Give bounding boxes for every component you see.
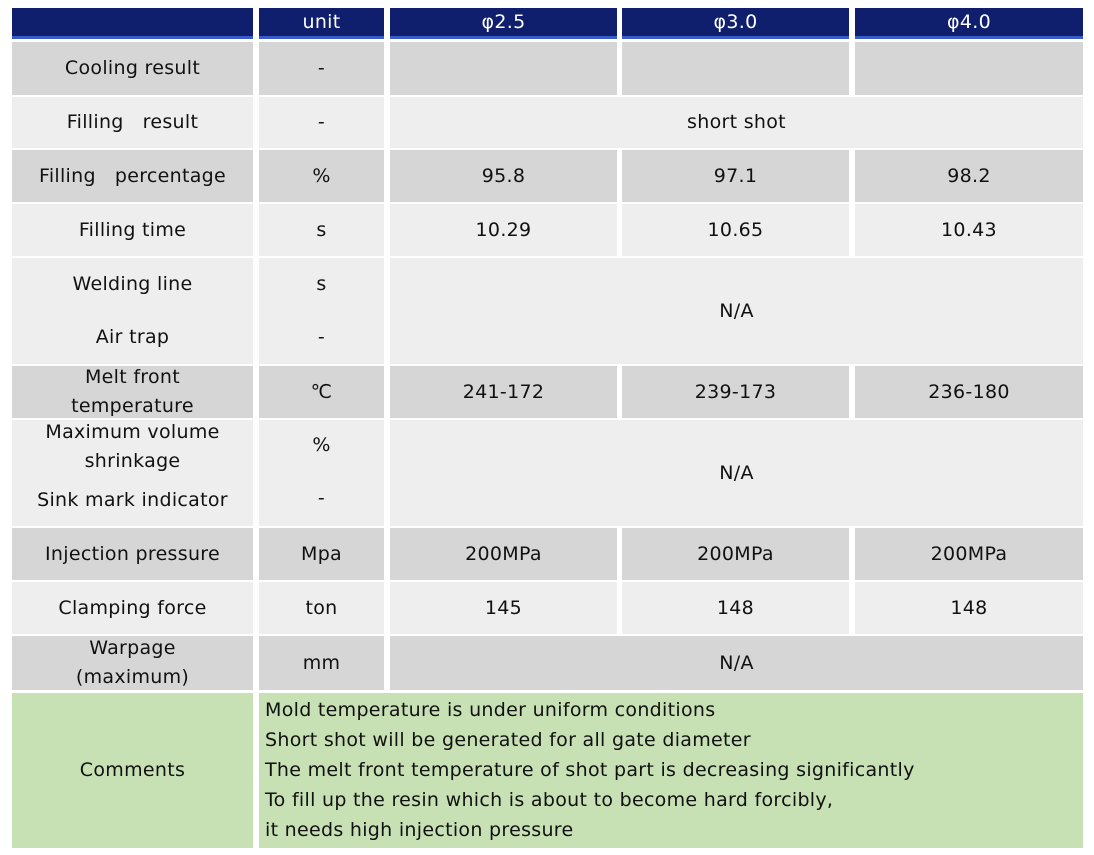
header-blank-cell xyxy=(12,8,253,39)
cooling-label: Cooling result xyxy=(64,57,201,79)
clamping-force-unit-cell xyxy=(259,582,384,634)
injection-pressure-value-1-text: 200MPa xyxy=(465,542,542,565)
comment-line: The melt front temperature of shot part is decreasing significantly xyxy=(265,759,915,781)
filling-percentage-unit: % xyxy=(312,164,331,187)
filling-percentage-value-1-text: 95.8 xyxy=(481,164,526,187)
injection-pressure-value-1 xyxy=(390,528,617,580)
comments-text-block xyxy=(259,695,1083,846)
injection-pressure-value-2 xyxy=(622,528,849,580)
filling-result-label-cell xyxy=(12,97,253,148)
clamping-force-value-1-text: 145 xyxy=(484,596,523,619)
welding-air-value: N/A xyxy=(719,299,754,322)
filling-time-value-2 xyxy=(622,204,849,256)
filling-result-value: short shot xyxy=(687,111,786,133)
header-col1-label: φ2.5 xyxy=(481,10,526,33)
filling-time-label-cell xyxy=(12,204,253,256)
injection-pressure-value-3-text: 200MPa xyxy=(930,542,1008,565)
welding-line-label-cell xyxy=(12,258,253,310)
sink-mark-label-cell xyxy=(12,474,253,526)
air-trap-unit: - xyxy=(317,325,326,348)
warpage-label-line2: (maximum) xyxy=(75,666,190,688)
filling-percentage-value-3-text: 98.2 xyxy=(947,164,991,187)
max-volume-unit: % xyxy=(312,433,331,456)
clamping-force-value-2 xyxy=(622,582,849,634)
melt-front-label-line2: temperature xyxy=(71,395,194,417)
warpage-label-cell xyxy=(12,636,253,690)
melt-front-value-2-text: 239-173 xyxy=(694,380,777,403)
comments-label-cell xyxy=(12,693,253,848)
injection-pressure-label-cell xyxy=(12,528,253,580)
warpage-value-cell xyxy=(390,636,1083,690)
comment-line: Short shot will be generated for all gate diameter xyxy=(265,729,751,751)
filling-result-unit: - xyxy=(317,111,326,133)
air-trap-unit-cell xyxy=(259,310,384,364)
welding-line-label: Welding line xyxy=(72,272,193,295)
cooling-value-1 xyxy=(390,42,617,95)
injection-pressure-unit-cell xyxy=(259,528,384,580)
comment-line: it needs high injection pressure xyxy=(265,819,574,841)
clamping-force-value-2-text: 148 xyxy=(716,596,755,619)
filling-percentage-value-1 xyxy=(390,150,617,202)
melt-front-value-2 xyxy=(622,366,849,418)
sink-mark-unit-cell xyxy=(259,470,384,526)
max-volume-label-line1: Maximum volume xyxy=(45,421,220,443)
injection-pressure-value-3 xyxy=(855,528,1083,580)
header-col3-label: φ4.0 xyxy=(947,10,991,33)
filling-percentage-value-3 xyxy=(855,150,1083,202)
clamping-force-value-3-text: 148 xyxy=(950,596,988,619)
warpage-unit: mm xyxy=(302,651,341,674)
clamping-force-label-cell xyxy=(12,582,253,634)
sink-mark-unit: - xyxy=(317,486,326,509)
header-unit-cell xyxy=(259,8,384,39)
filling-time-unit-cell xyxy=(259,204,384,256)
filling-time-value-1-text: 10.29 xyxy=(475,218,532,241)
clamping-force-unit: ton xyxy=(305,596,338,619)
melt-front-label-line1: Melt front xyxy=(84,366,181,388)
warpage-unit-cell xyxy=(259,636,384,690)
filling-time-label: Filling time xyxy=(78,218,187,241)
melt-front-value-1 xyxy=(390,366,617,418)
welding-air-value-cell xyxy=(390,258,1083,364)
cooling-unit-cell xyxy=(259,42,384,95)
max-volume-unit-cell xyxy=(259,420,384,470)
header-col2-label: φ3.0 xyxy=(713,10,758,33)
injection-pressure-value-2-text: 200MPa xyxy=(697,542,774,565)
clamping-force-value-3 xyxy=(855,582,1083,634)
sink-mark-label: Sink mark indicator xyxy=(37,488,228,511)
melt-front-value-3 xyxy=(855,366,1083,418)
header-unit-label: unit xyxy=(302,10,341,33)
header-col3-cell xyxy=(855,8,1083,39)
cooling-value-2 xyxy=(622,42,849,95)
filling-percentage-unit-cell xyxy=(259,150,384,202)
melt-front-label-cell xyxy=(12,366,253,418)
header-col1-cell xyxy=(390,8,617,39)
warpage-label-line1: Warpage xyxy=(89,637,176,659)
air-trap-label-cell xyxy=(12,310,253,364)
cooling-value-3 xyxy=(855,42,1083,95)
max-volume-label-line2: shrinkage xyxy=(84,450,181,472)
injection-pressure-unit: Mpa xyxy=(301,542,342,565)
filling-percentage-value-2 xyxy=(622,150,849,202)
header-col2-cell xyxy=(622,8,849,39)
volume-sink-value: N/A xyxy=(719,461,754,484)
max-volume-label-cell xyxy=(12,420,253,474)
comments-label: Comments xyxy=(79,759,186,781)
filling-result-value-cell xyxy=(390,97,1083,148)
filling-percentage-value-2-text: 97.1 xyxy=(713,164,758,187)
filling-time-value-3-text: 10.43 xyxy=(941,218,997,241)
cooling-unit: - xyxy=(317,57,326,79)
melt-front-unit-cell xyxy=(259,366,384,418)
melt-front-value-1-text: 241-172 xyxy=(462,380,545,403)
clamping-force-value-1 xyxy=(390,582,617,634)
warpage-value: N/A xyxy=(719,651,754,674)
welding-line-unit: s xyxy=(316,272,327,295)
filling-time-unit: s xyxy=(316,218,327,241)
injection-pressure-label: Injection pressure xyxy=(45,542,220,565)
air-trap-label: Air trap xyxy=(95,325,170,348)
filling-time-value-2-text: 10.65 xyxy=(707,218,764,241)
comment-line: To fill up the resin which is about to become hard forcibly, xyxy=(265,789,834,811)
clamping-force-label: Clamping force xyxy=(58,596,207,619)
melt-front-value-3-text: 236-180 xyxy=(928,380,1010,403)
filling-percentage-label: Filling percentage xyxy=(38,164,227,187)
filling-result-unit-cell xyxy=(259,97,384,148)
melt-front-unit: ℃ xyxy=(310,380,333,403)
welding-line-unit-cell xyxy=(259,258,384,310)
cooling-label-cell xyxy=(12,42,253,95)
filling-result-label: Filling result xyxy=(66,111,199,133)
volume-sink-value-cell xyxy=(390,420,1083,526)
comment-line: Mold temperature is under uniform conditions xyxy=(265,699,716,721)
filling-time-value-1 xyxy=(390,204,617,256)
filling-time-value-3 xyxy=(855,204,1083,256)
filling-percentage-label-cell xyxy=(12,150,253,202)
